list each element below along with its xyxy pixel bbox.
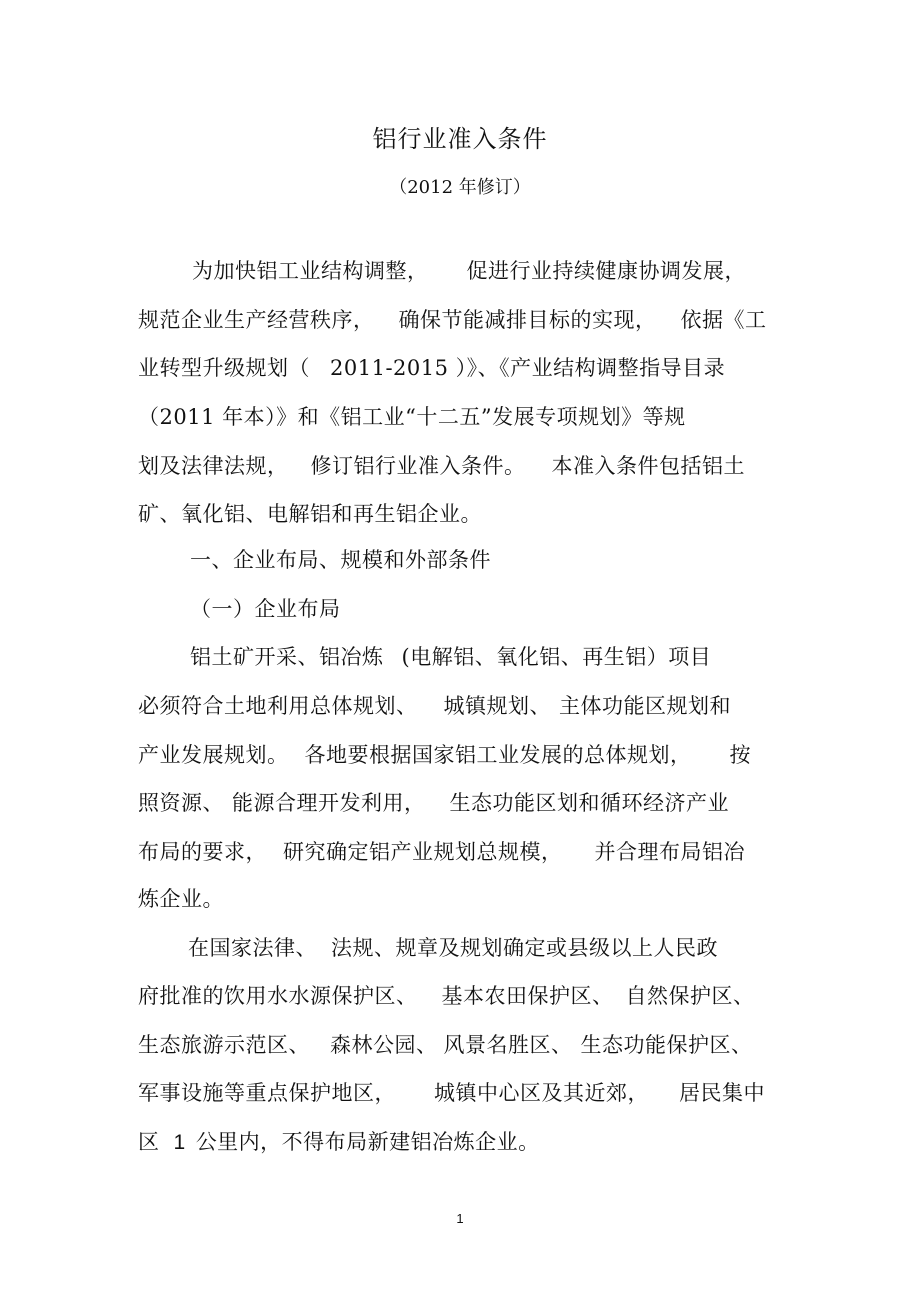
text-run: 一、企业布局、规模和外部条件 [190,548,491,572]
text-run: 城镇中心区及其近郊， [434,1081,649,1105]
text-run: 产业发展规划。 [138,743,289,767]
text-run: 划及法律法规， [138,454,289,478]
text-run: （2011 年本）》和《铝工业“十二五”发展专项规划》等规 [138,405,686,429]
text-run: 依据《工 [680,308,767,332]
paragraph2-line-5 [138,1127,540,1158]
text-run: （一）企业布局 [190,597,341,621]
text-run: 生态功能保护区、 [580,1033,753,1057]
document-title: 铝行业准入条件 [372,125,548,153]
text-run: 为加快铝工业结构调整， [192,259,429,283]
text-run: 矿、氧化铝、电解铝和再生铝企业。 [138,502,482,526]
text-run: 必须符合土地利用总体规划、 [138,694,418,718]
text-run: 主体功能区规划和 [559,694,731,718]
text-run: 炼企业。 [138,887,224,911]
paragraph1-line-4 [138,788,729,818]
text-run: 研究确定铝产业规划总规模， [283,840,563,864]
section-heading [190,545,491,575]
document-subtitle: （2012 年修订） [389,177,531,198]
text-run: 基本农田保护区、 [441,984,614,1008]
text-run: 军事设施等重点保护地区， [138,1081,396,1105]
text-run: 按 [729,743,751,767]
text-run: 照资源、 [138,791,224,815]
text-run: (电解铝、氧化铝、再生铝）项目 [401,645,712,669]
paragraph1-line-6 [138,884,224,914]
text-run: 业转型升级规划（ [138,356,310,380]
text-run: 生态功能区划和循环经济产业 [449,791,729,815]
text-run: 能源合理开发利用， [232,791,426,815]
intro-line-1 [192,256,746,286]
intro-line-4 [138,402,686,432]
intro-line-3 [138,353,725,383]
paragraph1-line-2 [138,691,731,721]
text-run: 法规、规章及规划确定或县级以上人民政 [331,936,718,960]
text-run: 修订铝行业准入条件。 [310,454,526,478]
paragraph1-line-5 [138,837,745,867]
text-run: 规范企业生产经营秩序， [138,308,375,332]
intro-line-5 [138,451,745,481]
text-run: 区 [138,1130,160,1154]
intro-line-6 [138,499,482,529]
text-run: 居民集中 [679,1081,765,1105]
text-run: 自然保护区、 [625,984,755,1008]
text-run: 铝土矿开采、铝冶炼 [190,645,384,669]
text-run: 城镇规划、 [443,694,551,718]
text-run: 本准入条件包括铝土 [551,454,745,478]
text-run: 森林公园、 [330,1033,438,1057]
text-run: 布局的要求， [138,840,267,864]
page-number: 1 [456,1211,464,1226]
paragraph2-line-2 [138,981,755,1011]
intro-line-2 [138,305,767,335]
text-run: 府批准的饮用水水源保护区、 [138,984,418,1008]
text-run: 在国家法律、 [188,936,317,960]
subsection-heading [190,594,341,624]
paragraph1-line-1 [190,642,711,672]
text-run: 2011-2015 ）》、《产业结构调整指导目录 [330,356,726,380]
paragraph2-line-3 [138,1030,753,1060]
text-run: 风景名胜区、 [443,1033,573,1057]
paragraph1-line-3 [138,740,751,770]
text-run: 促进行业持续健康协调发展， [466,259,746,283]
text-run: 各地要根据国家铝工业发展的总体规划， [304,743,692,767]
text-run: 并合理布局铝冶 [594,840,745,864]
text-run: 1 [173,1131,186,1154]
paragraph2-line-1 [188,933,718,963]
text-run: 生态旅游示范区、 [138,1033,310,1057]
text-run: 公里内，不得布局新建铝冶炼企业。 [195,1130,540,1154]
paragraph2-line-4 [138,1078,765,1108]
text-run: 确保节能减排目标的实现， [398,308,657,332]
